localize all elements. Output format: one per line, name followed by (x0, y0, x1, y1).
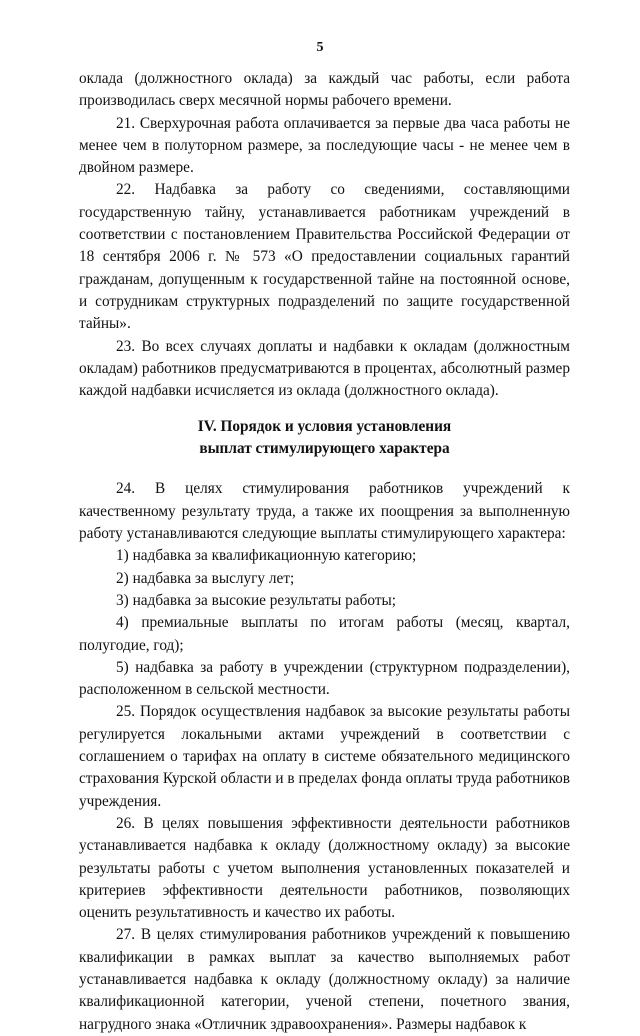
section-heading-line-2: выплат стимулирующего характера (199, 440, 450, 458)
list-item-5: 5) надбавка за работу в учреждении (структурном подразделении), расположенном в сельской местности. (79, 658, 570, 699)
list-item-2: 2) надбавка за выслугу лет; (116, 569, 295, 587)
page-number: 5 (316, 40, 324, 55)
paragraph-27: 27. В целях стимулирования работников учреждений к повышению квалификации в рамках выплат за качество выполняемых работ устанавливается надбавка к окладу (должностному окладу) за наличие квалификационной категории, ученой степени, почетного звания, нагрудного знака «Отличник здравоохранения». Размеры надбавок к (79, 926, 570, 1033)
paragraph-22: 22. Надбавка за работу со сведениями, составляющими государственную тайну, устанавливается работникам учреждений в соответствии с постановлением Правительства Российской Федерации от 18 сентября 2006 г. № 573 «О предоставлении социальных гарантий гражданам, допущенным к государственной тайне на постоянной основе, и сотрудникам структурных подразделений по защите государственной тайны». (79, 181, 570, 333)
paragraph-23: 23. Во всех случаях доплаты и надбавки к окладам (должностным окладам) работников предусматриваются в процентах, абсолютный размер каждой надбавки исчисляется из оклада (должностного оклада). (79, 337, 570, 400)
paragraph-21: 21. Сверхурочная работа оплачивается за первые два часа работы не менее чем в полуторном размере, за последующие часы - не менее чем в двойном размере. (79, 114, 570, 177)
paragraph-24: 24. В целях стимулирования работников учреждений к качественному результату труда, а также их поощрения за выполненную работу устанавливаются следующие выплаты стимулирующего характера: (79, 480, 570, 543)
list-item-4: 4) премиальные выплаты по итогам работы (месяц, квартал, полугодие, год); (79, 614, 570, 654)
list-item-1: 1) надбавка за квалификационную категорию; (116, 547, 417, 565)
paragraph-20-continuation: оклада (должностного оклада) за каждый час работы, если работа производилась сверх месячной нормы рабочего времени. (79, 70, 570, 110)
section-heading (79, 416, 570, 460)
document-body (79, 68, 570, 1036)
paragraph-25: 25. Порядок осуществления надбавок за высокие результаты работы регулируется локальными актами учреждений в соответствии с соглашением о тарифах на оплату в системе обязательного медицинского страхования Курской области и в пределах фонда оплаты труда работников учреждения. (79, 703, 570, 810)
paragraph-26: 26. В целях повышения эффективности деятельности работников устанавливается надбавка к окладу (должностному окладу) за высокие результаты работы с учетом выполнения установленных показателей и критериев эффективности деятельности работников, позволяющих оценить результативность и качество их работы. (79, 814, 570, 922)
list-item-3: 3) надбавка за высокие результаты работы; (116, 591, 397, 609)
section-heading-line-1: IV. Порядок и условия установления (197, 418, 452, 436)
